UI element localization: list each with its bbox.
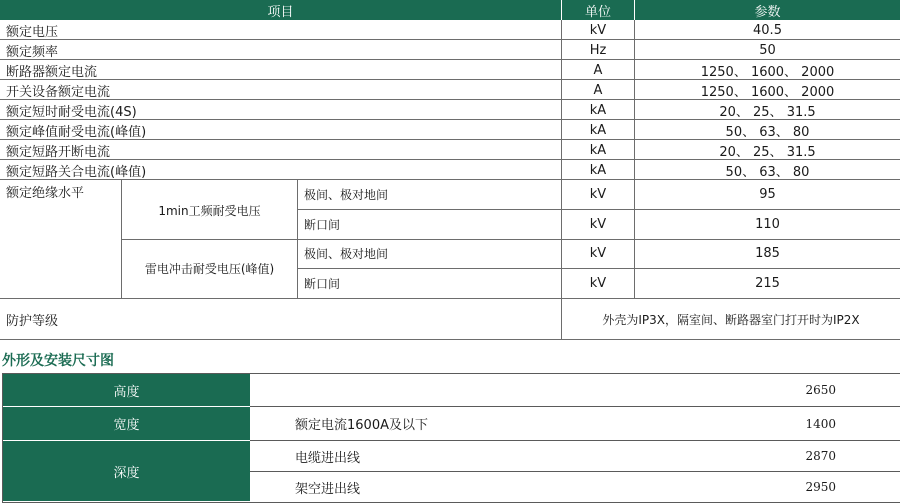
row-value: 20、 25、 31.5 xyxy=(719,104,816,120)
row-unit: A xyxy=(593,82,603,98)
insulation-unit: kV xyxy=(589,275,607,291)
row-item: 额定峰值耐受电流(峰值) xyxy=(6,124,147,140)
table-divider xyxy=(0,59,900,60)
row-item: 额定短路关合电流(峰值) xyxy=(6,164,147,180)
insulation-value: 95 xyxy=(759,187,776,202)
dim-divider xyxy=(3,373,900,374)
dim-label-depth: 深度 xyxy=(3,441,250,501)
row-value: 1250、 1600、 2000 xyxy=(700,64,835,80)
dim-divider xyxy=(250,471,900,472)
table-divider xyxy=(0,119,900,120)
dim-value-height: 2650 xyxy=(805,383,836,397)
row-unit: kV xyxy=(589,22,607,38)
insulation-value: 110 xyxy=(755,216,780,232)
row-value: 50、 63、 80 xyxy=(725,124,810,140)
insulation-group-label: 1min工频耐受电压 xyxy=(158,203,261,218)
row-item: 额定短时耐受电流(4S) xyxy=(6,104,137,120)
table-divider xyxy=(0,179,900,180)
table-divider xyxy=(0,339,900,340)
protection-label: 防护等级 xyxy=(6,313,59,329)
row-unit: A xyxy=(593,62,603,78)
protection-value: 外壳为IP3X，隔室间、断路器室门打开时为IP2X xyxy=(602,312,860,327)
dim-label-width: 宽度 xyxy=(3,407,250,440)
row-item: 开关设备额定电流 xyxy=(6,84,111,100)
row-value: 50 xyxy=(759,42,776,58)
dim-condition-width: 额定电流1600A及以下 xyxy=(295,418,428,433)
insulation-sub: 极间、极对地间 xyxy=(304,188,389,202)
insulation-sub: 极间、极对地间 xyxy=(304,247,389,261)
dim-value-width: 1400 xyxy=(805,416,836,431)
table-divider xyxy=(0,159,900,160)
row-item: 断路器额定电流 xyxy=(6,64,98,80)
table-divider xyxy=(0,139,900,140)
insulation-sub: 断口间 xyxy=(304,217,341,232)
table-divider xyxy=(0,99,900,100)
insulation-group-label: 雷电冲击耐受电压(峰值) xyxy=(144,262,275,276)
table-divider xyxy=(298,268,900,269)
table-divider xyxy=(0,79,900,80)
insulation-unit: kV xyxy=(589,187,607,202)
row-value: 50、 63、 80 xyxy=(725,164,810,180)
insulation-unit: kV xyxy=(589,216,607,232)
row-item: 额定频率 xyxy=(6,44,59,60)
header-value: 参数 xyxy=(635,0,900,20)
insulation-value: 215 xyxy=(755,275,780,291)
insulation-sub: 断口间 xyxy=(304,276,341,291)
dim-label-height: 高度 xyxy=(3,374,250,406)
dim-divider xyxy=(250,440,900,441)
dim-value-depth: 2870 xyxy=(805,449,836,463)
table-divider xyxy=(122,239,900,240)
dim-divider xyxy=(250,406,900,407)
section-title: 外形及安装尺寸图 xyxy=(2,353,114,369)
dim-condition-depth: 架空进出线 xyxy=(295,481,361,497)
insulation-value: 185 xyxy=(755,246,780,261)
dim-divider xyxy=(2,373,3,503)
row-unit: kA xyxy=(589,102,607,118)
row-item: 额定短路开断电流 xyxy=(6,144,111,160)
dim-value-depth: 2950 xyxy=(805,480,836,494)
header-unit: 单位 xyxy=(562,0,634,20)
row-unit: kA xyxy=(589,142,607,158)
table-divider xyxy=(0,39,900,40)
table-divider xyxy=(634,20,635,298)
table-divider xyxy=(298,209,900,210)
dim-divider xyxy=(3,440,250,441)
dim-divider xyxy=(3,406,250,407)
row-value: 40.5 xyxy=(753,22,782,38)
table-divider xyxy=(297,180,298,298)
dim-condition-depth: 电缆进出线 xyxy=(295,450,361,466)
dim-divider xyxy=(3,502,900,503)
table-divider xyxy=(121,180,122,298)
insulation-label: 额定绝缘水平 xyxy=(6,185,85,201)
header-item: 项目 xyxy=(0,0,561,20)
table-divider xyxy=(561,20,562,339)
row-unit: Hz xyxy=(589,42,607,58)
table-divider xyxy=(0,298,900,299)
row-unit: kA xyxy=(589,122,607,138)
row-value: 20、 25、 31.5 xyxy=(719,144,816,160)
row-unit: kA xyxy=(589,162,607,178)
row-value: 1250、 1600、 2000 xyxy=(700,84,835,100)
row-item: 额定电压 xyxy=(6,24,59,40)
insulation-unit: kV xyxy=(589,246,607,261)
